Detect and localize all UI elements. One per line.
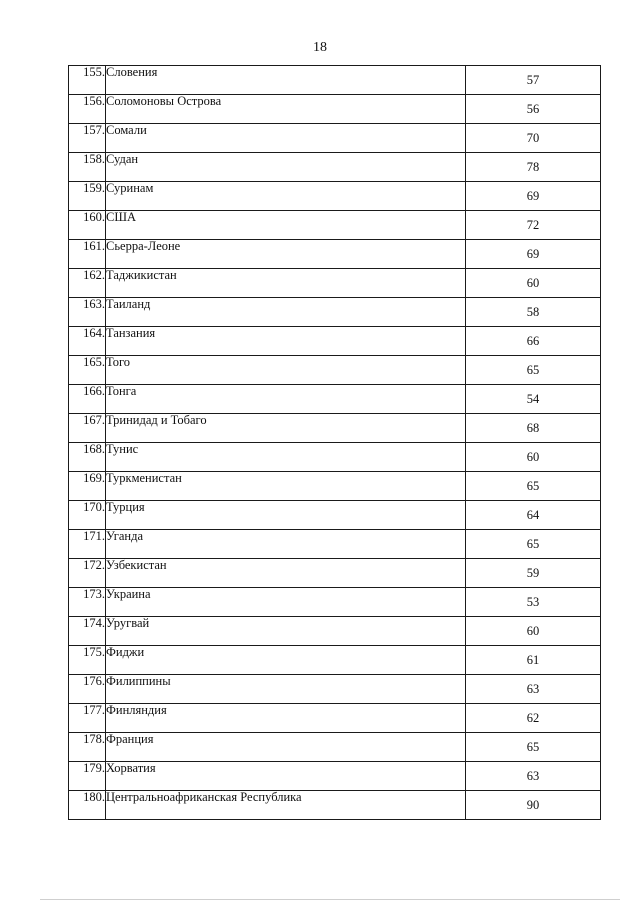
table-row bbox=[69, 791, 601, 820]
country-name: Узбекистан bbox=[106, 559, 466, 588]
country-name: Таджикистан bbox=[106, 269, 466, 298]
table-row bbox=[69, 414, 601, 443]
country-name: Уругвай bbox=[106, 617, 466, 646]
country-value: 65 bbox=[466, 530, 601, 559]
table-row bbox=[69, 588, 601, 617]
country-value: 90 bbox=[466, 791, 601, 820]
row-number: 176. bbox=[69, 675, 106, 704]
row-number: 157. bbox=[69, 124, 106, 153]
table-row bbox=[69, 298, 601, 327]
row-number: 163. bbox=[69, 298, 106, 327]
table-row bbox=[69, 211, 601, 240]
row-number: 167. bbox=[69, 414, 106, 443]
table-row bbox=[69, 559, 601, 588]
country-value: 56 bbox=[466, 95, 601, 124]
country-name: Танзания bbox=[106, 327, 466, 356]
table-row bbox=[69, 95, 601, 124]
country-value: 68 bbox=[466, 414, 601, 443]
country-name: Турция bbox=[106, 501, 466, 530]
row-number: 165. bbox=[69, 356, 106, 385]
row-number: 175. bbox=[69, 646, 106, 675]
table-row bbox=[69, 733, 601, 762]
country-value: 65 bbox=[466, 356, 601, 385]
country-value: 60 bbox=[466, 443, 601, 472]
country-name: Украина bbox=[106, 588, 466, 617]
row-number: 156. bbox=[69, 95, 106, 124]
country-value: 65 bbox=[466, 733, 601, 762]
row-number: 162. bbox=[69, 269, 106, 298]
country-value: 69 bbox=[466, 240, 601, 269]
table-row bbox=[69, 124, 601, 153]
row-number: 170. bbox=[69, 501, 106, 530]
country-value: 78 bbox=[466, 153, 601, 182]
country-value: 57 bbox=[466, 66, 601, 95]
country-name: Филиппины bbox=[106, 675, 466, 704]
country-name: Таиланд bbox=[106, 298, 466, 327]
table-row bbox=[69, 327, 601, 356]
country-table bbox=[68, 65, 601, 820]
table-row bbox=[69, 501, 601, 530]
country-name: Хорватия bbox=[106, 762, 466, 791]
country-value: 60 bbox=[466, 617, 601, 646]
country-name: Соломоновы Острова bbox=[106, 95, 466, 124]
country-name: Центральноафриканская Республика bbox=[106, 791, 466, 820]
table-row bbox=[69, 617, 601, 646]
row-number: 180. bbox=[69, 791, 106, 820]
country-name: Словения bbox=[106, 66, 466, 95]
row-number: 171. bbox=[69, 530, 106, 559]
bottom-rule bbox=[40, 899, 620, 900]
country-name: Уганда bbox=[106, 530, 466, 559]
row-number: 174. bbox=[69, 617, 106, 646]
table-row bbox=[69, 153, 601, 182]
country-value: 58 bbox=[466, 298, 601, 327]
country-value: 53 bbox=[466, 588, 601, 617]
row-number: 164. bbox=[69, 327, 106, 356]
table-row bbox=[69, 443, 601, 472]
country-value: 63 bbox=[466, 675, 601, 704]
country-name: Того bbox=[106, 356, 466, 385]
row-number: 155. bbox=[69, 66, 106, 95]
row-number: 160. bbox=[69, 211, 106, 240]
table-body bbox=[69, 66, 601, 820]
country-value: 66 bbox=[466, 327, 601, 356]
table-row bbox=[69, 472, 601, 501]
table-row bbox=[69, 240, 601, 269]
country-name: Сьерра-Леоне bbox=[106, 240, 466, 269]
table-row bbox=[69, 385, 601, 414]
country-name: Тунис bbox=[106, 443, 466, 472]
row-number: 178. bbox=[69, 733, 106, 762]
country-value: 54 bbox=[466, 385, 601, 414]
page-number: 18 bbox=[313, 40, 327, 55]
country-value: 65 bbox=[466, 472, 601, 501]
row-number: 158. bbox=[69, 153, 106, 182]
country-name: Сомали bbox=[106, 124, 466, 153]
country-value: 60 bbox=[466, 269, 601, 298]
country-value: 64 bbox=[466, 501, 601, 530]
table-row bbox=[69, 66, 601, 95]
country-name: Суринам bbox=[106, 182, 466, 211]
country-name: Финляндия bbox=[106, 704, 466, 733]
row-number: 166. bbox=[69, 385, 106, 414]
country-value: 69 bbox=[466, 182, 601, 211]
country-value: 63 bbox=[466, 762, 601, 791]
country-value: 59 bbox=[466, 559, 601, 588]
country-value: 70 bbox=[466, 124, 601, 153]
country-name: Судан bbox=[106, 153, 466, 182]
row-number: 169. bbox=[69, 472, 106, 501]
country-name: Фиджи bbox=[106, 646, 466, 675]
country-value: 72 bbox=[466, 211, 601, 240]
row-number: 159. bbox=[69, 182, 106, 211]
row-number: 177. bbox=[69, 704, 106, 733]
country-name: Тонга bbox=[106, 385, 466, 414]
table-row bbox=[69, 269, 601, 298]
table-row bbox=[69, 762, 601, 791]
row-number: 168. bbox=[69, 443, 106, 472]
country-name: Туркменистан bbox=[106, 472, 466, 501]
country-name: США bbox=[106, 211, 466, 240]
table-row bbox=[69, 530, 601, 559]
row-number: 179. bbox=[69, 762, 106, 791]
table-row bbox=[69, 675, 601, 704]
country-name: Тринидад и Тобаго bbox=[106, 414, 466, 443]
table-row bbox=[69, 182, 601, 211]
row-number: 161. bbox=[69, 240, 106, 269]
country-name: Франция bbox=[106, 733, 466, 762]
table-row bbox=[69, 356, 601, 385]
table-row bbox=[69, 646, 601, 675]
country-value: 62 bbox=[466, 704, 601, 733]
row-number: 172. bbox=[69, 559, 106, 588]
row-number: 173. bbox=[69, 588, 106, 617]
table-row bbox=[69, 704, 601, 733]
country-value: 61 bbox=[466, 646, 601, 675]
